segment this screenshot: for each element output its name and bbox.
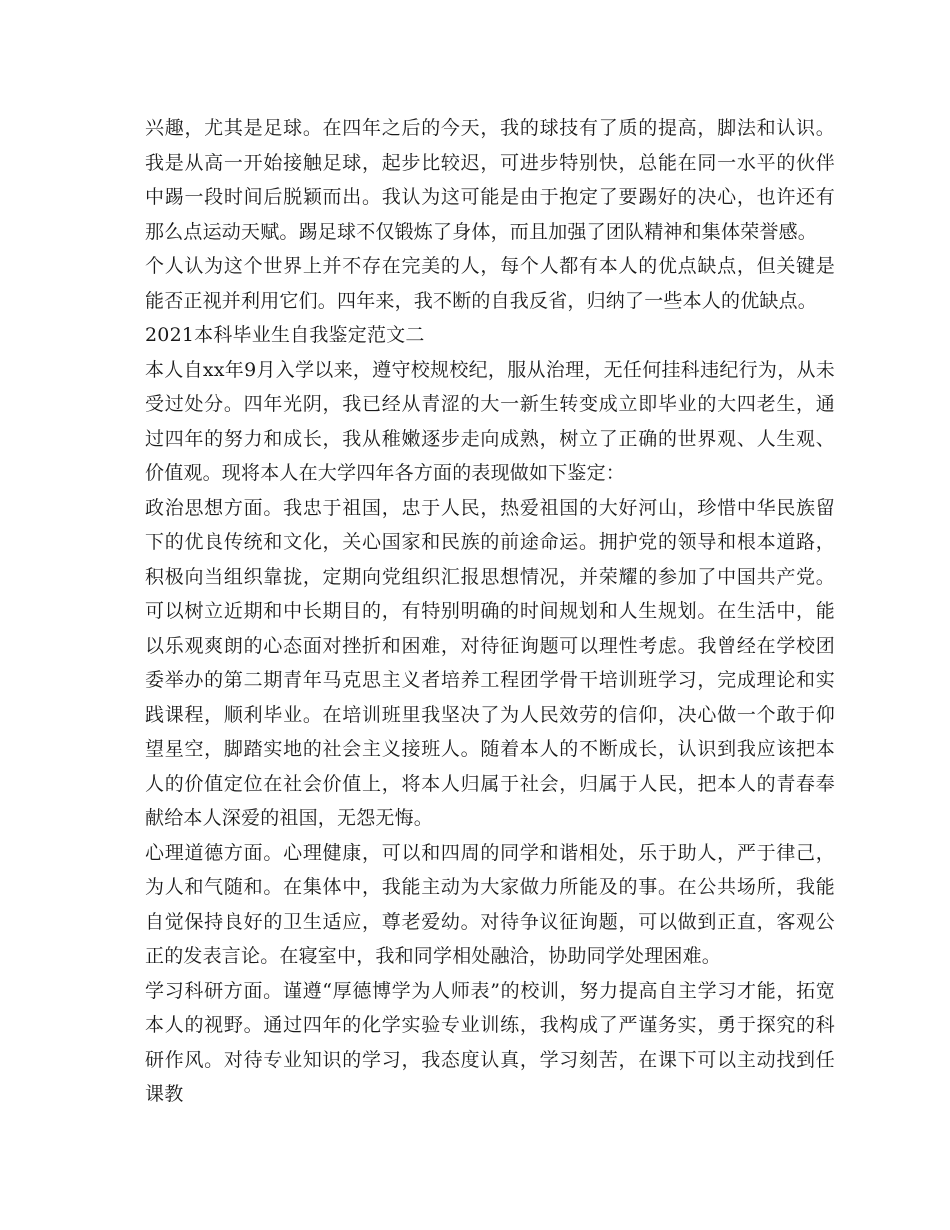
- paragraph-football-interest: 兴趣，尤其是足球。在四年之后的今天，我的球技有了质的提高，脚法和认识。我是从高一开始接触足球，起步比较迟，可进步特别快，总能在同一水平的伙伴中踢一段时间后脱颖而出。我认为这可能是由于抱定了要踢好的决心，也许还有那么点运动天赋。踢足球不仅锻炼了身体，而且加强了团队精神和集体荣誉感。: [145, 117, 835, 243]
- document-body: [145, 111, 835, 1112]
- paragraph-political-thought: 政治思想方面。我忠于祖国，忠于人民，热爱祖国的大好河山，珍惜中华民族留下的优良传统和文化，关心国家和民族的前途命运。拥护党的领导和根本道路，积极向当组织靠拢，定期向党组织汇报思想情况，并荣耀的参加了中国共产党。可以树立近期和中长期目的，有特别明确的时间规划和人生规划。在生活中，能以乐观爽朗的心态面对挫折和困难，对待征询题可以理性考虑。我曾经在学校团委举办的第二期青年马克思主义者培养工程团学骨干培训班学习，完成理论和实践课程，顺利毕业。在培训班里我坚决了为人民效劳的信仰，决心做一个敢于仰望星空，脚踏实地的社会主义接班人。随着本人的不断成长，认识到我应该把本人的价值定位在社会价值上，将本人归属于社会，归属于人民，把本人的青春奉献给本人深爱的祖国，无怨无悔。: [145, 496, 835, 829]
- paragraph-study-research: 学习科研方面。谨遵“厚德博学为人师表”的校训，努力提高自主学习才能，拓宽本人的视野。通过四年的化学实验专业训练，我构成了严谨务实，勇于探究的科研作风。对待专业知识的学习，我态度认真，学习刻苦，在课下可以主动找到任课教: [145, 979, 835, 1105]
- section-heading: 2021本科毕业生自我鉴定范文二: [145, 324, 425, 346]
- paragraph-introduction: 本人自xx年9月入学以来，遵守校规校纪，服从治理，无任何挂科违纪行为，从未受过处分。四年光阴，我已经从青涩的大一新生转变成立即毕业的大四老生，通过四年的努力和成长，我从稚嫩逐步走向成熟，树立了正确的世界观、人生观、价值观。现将本人在大学四年各方面的表现做如下鉴定：: [145, 358, 835, 484]
- paragraph-self-reflection: 个人认为这个世界上并不存在完美的人，每个人都有本人的优点缺点，但关键是能否正视并利用它们。四年来，我不断的自我反省，归纳了一些本人的优缺点。: [145, 255, 835, 312]
- paragraph-psychology-morality: 心理道德方面。心理健康，可以和四周的同学和谐相处，乐于助人，严于律己，为人和气随和。在集体中，我能主动为大家做力所能及的事。在公共场所，我能自觉保持良好的卫生适应，尊老爱幼。对待争议征询题，可以做到正直，客观公正的发表言论。在寝室中，我和同学相处融洽，协助同学处理困难。: [145, 841, 835, 967]
